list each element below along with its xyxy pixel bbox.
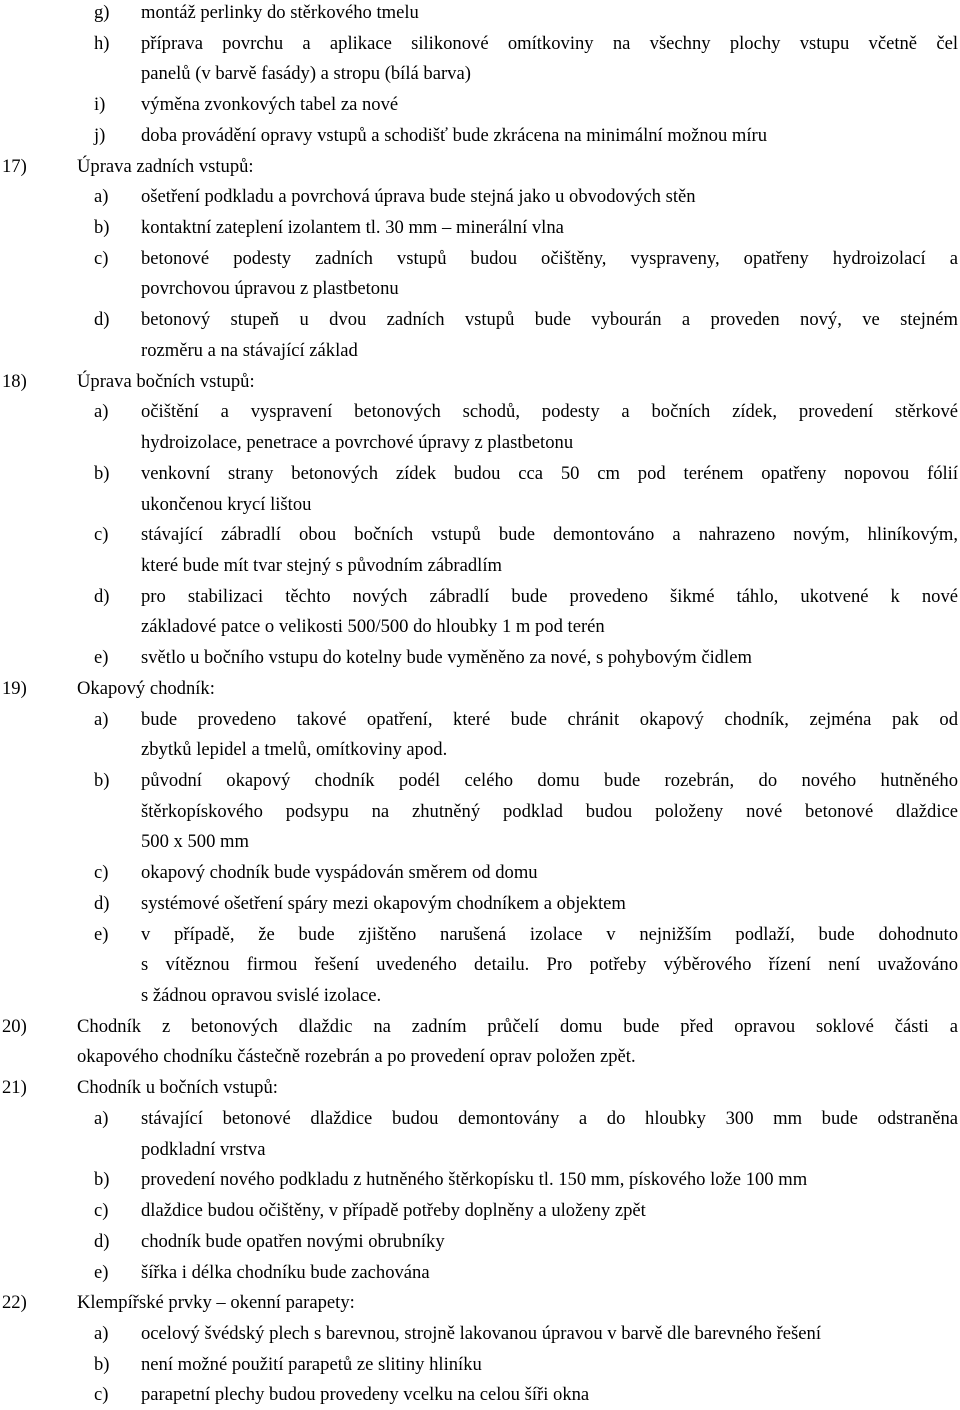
list-item-line bbox=[0, 1257, 960, 1288]
list-item-line bbox=[0, 888, 960, 919]
item-text: kontaktní zateplení izolantem tl. 30 mm – minerální vlna bbox=[141, 217, 564, 239]
list-item-line bbox=[0, 919, 960, 950]
item-text: příprava povrchu a aplikace silikonové omítkoviny na všechny plochy vstupu včetně čel bbox=[141, 32, 958, 54]
section-heading-line bbox=[0, 673, 960, 704]
section-number: 21) bbox=[2, 1077, 27, 1099]
section-text: Okapový chodník: bbox=[77, 677, 215, 699]
item-text: chodník bude opatřen novými obrubníky bbox=[141, 1230, 445, 1252]
item-letter: h) bbox=[94, 32, 110, 54]
item-text: šířka i délka chodníku bude zachována bbox=[141, 1261, 430, 1283]
item-letter: c) bbox=[94, 247, 109, 269]
item-letter: e) bbox=[94, 647, 109, 669]
section-heading-line bbox=[0, 1287, 960, 1318]
item-text: okapový chodník bude vyspádován směrem od domu bbox=[141, 862, 538, 884]
item-text: ukončenou krycí lištou bbox=[141, 493, 312, 515]
section-text: Chodník z betonových dlaždic na zadním průčelí domu bude před opravou soklové části a bbox=[77, 1015, 958, 1037]
item-text: systémové ošetření spáry mezi okapovým chodníkem a objektem bbox=[141, 892, 626, 914]
item-text: není možné použití parapetů ze slitiny hliníku bbox=[141, 1353, 482, 1375]
item-text: povrchovou úpravou z plastbetonu bbox=[141, 278, 399, 300]
list-item-line bbox=[0, 181, 960, 212]
item-text: dlaždice budou očištěny, v případě potřeby doplněny a uloženy zpět bbox=[141, 1200, 646, 1222]
list-item-line bbox=[0, 28, 960, 59]
item-text: betonové podesty zadních vstupů budou očištěny, vyspraveny, opatřeny hydroizolací a bbox=[141, 247, 958, 269]
list-item-line bbox=[0, 58, 960, 89]
item-letter: g) bbox=[94, 2, 110, 23]
list-item-line bbox=[0, 980, 960, 1011]
item-text: které bude mít tvar stejný s původním zábradlím bbox=[141, 554, 502, 576]
list-item-line bbox=[0, 335, 960, 366]
section-number: 18) bbox=[2, 370, 27, 392]
list-item-line bbox=[0, 581, 960, 612]
item-letter: c) bbox=[94, 862, 109, 884]
item-letter: c) bbox=[94, 524, 109, 546]
section-heading-line bbox=[0, 151, 960, 182]
item-letter: e) bbox=[94, 923, 109, 945]
item-text: rozměru a na stávající základ bbox=[141, 339, 358, 361]
list-item-line bbox=[0, 857, 960, 888]
section-text: okapového chodníku částečně rozebrán a po provedení oprav položen zpět. bbox=[77, 1046, 636, 1068]
list-item-line bbox=[0, 273, 960, 304]
section-text: Úprava bočních vstupů: bbox=[77, 370, 255, 392]
item-text: výměna zvonkových tabel za nové bbox=[141, 94, 399, 116]
list-item-line bbox=[0, 611, 960, 642]
item-text: venkovní strany betonových zídek budou cca 50 cm pod terénem opatřeny nopovou fólií bbox=[141, 462, 958, 484]
item-text: štěrkopískového podsypu na zhutněný podklad budou položeny nové betonové dlaždice bbox=[141, 800, 958, 822]
item-text: montáž perlinky do stěrkového tmelu bbox=[141, 2, 419, 23]
list-item-line bbox=[0, 1379, 960, 1410]
section-text: Úprava zadních vstupů: bbox=[77, 155, 254, 177]
item-text: očištění a vyspravení betonových schodů, podesty a bočních zídek, provedení stěrkové bbox=[141, 401, 958, 423]
item-letter: j) bbox=[94, 124, 106, 146]
item-letter: b) bbox=[94, 462, 110, 484]
list-item-line bbox=[0, 1164, 960, 1195]
item-text: s vítěznou firmou řešení uvedeného detailu. Pro potřeby výběrového řízení není uvažováno bbox=[141, 954, 958, 976]
section-heading-line bbox=[0, 366, 960, 397]
item-letter: b) bbox=[94, 1169, 110, 1191]
item-text: pro stabilizaci těchto nových zábradlí bude provedeno šikmé táhlo, ukotvené k nové bbox=[141, 585, 958, 607]
list-item-line bbox=[0, 396, 960, 427]
list-item-line bbox=[0, 519, 960, 550]
item-text: provedení nového podkladu z hutněného štěrkopísku tl. 150 mm, pískového lože 100 mm bbox=[141, 1169, 808, 1191]
item-text: ošetření podkladu a povrchová úprava bude stejná jako u obvodových stěn bbox=[141, 186, 696, 208]
item-text: bude provedeno takové opatření, které bude chránit okapový chodník, zejména pak od bbox=[141, 708, 958, 730]
section-number: 22) bbox=[2, 1292, 27, 1314]
item-text: zbytků lepidel a tmelů, omítkoviny apod. bbox=[141, 739, 448, 761]
item-letter: e) bbox=[94, 1261, 109, 1283]
item-text: světlo u bočního vstupu do kotelny bude vyměněno za nové, s pohybovým čidlem bbox=[141, 647, 752, 669]
list-item-line bbox=[0, 949, 960, 980]
item-text: panelů (v barvě fasády) a stropu (bílá barva) bbox=[141, 63, 471, 85]
item-text: základové patce o velikosti 500/500 do hloubky 1 m pod terén bbox=[141, 616, 605, 638]
item-text: betonový stupeň u dvou zadních vstupů bude vybourán a proveden nový, ve stejném bbox=[141, 309, 958, 331]
item-letter: a) bbox=[94, 1107, 109, 1129]
item-letter: d) bbox=[94, 309, 110, 331]
list-item-line bbox=[0, 796, 960, 827]
list-item-line bbox=[0, 734, 960, 765]
list-item-line bbox=[0, 120, 960, 151]
item-text: doba provádění opravy vstupů a schodišť bude zkrácena na minimální možnou míru bbox=[141, 124, 768, 146]
section-number: 17) bbox=[2, 155, 27, 177]
item-letter: a) bbox=[94, 1322, 109, 1344]
list-item-line bbox=[0, 1103, 960, 1134]
list-item-line bbox=[0, 427, 960, 458]
section-number: 19) bbox=[2, 677, 27, 699]
item-text: podkladní vrstva bbox=[141, 1138, 266, 1160]
section-heading-line bbox=[0, 1041, 960, 1072]
list-item-line bbox=[0, 550, 960, 581]
section-text: Chodník u bočních vstupů: bbox=[77, 1077, 278, 1099]
section-number: 20) bbox=[2, 1015, 27, 1037]
item-text: stávající betonové dlaždice budou demontovány a do hloubky 300 mm bude odstraněna bbox=[141, 1107, 958, 1129]
list-item-line bbox=[0, 1318, 960, 1349]
item-letter: i) bbox=[94, 94, 106, 116]
item-text: v případě, že bude zjištěno narušená izolace v nejnižším podlaží, bude dohodnuto bbox=[141, 923, 958, 945]
item-letter: d) bbox=[94, 1230, 110, 1252]
item-letter: c) bbox=[94, 1200, 109, 1222]
list-item-line bbox=[0, 826, 960, 857]
section-heading-line bbox=[0, 1072, 960, 1103]
item-letter: a) bbox=[94, 708, 109, 730]
item-letter: b) bbox=[94, 1353, 110, 1375]
list-item-line bbox=[0, 489, 960, 520]
item-text: parapetní plechy budou provedeny vcelku na celou šíři okna bbox=[141, 1384, 590, 1406]
item-text: 500 x 500 mm bbox=[141, 831, 249, 853]
list-item-line bbox=[0, 458, 960, 489]
item-letter: d) bbox=[94, 585, 110, 607]
item-text: ocelový švédský plech s barevnou, strojně lakovanou úpravou v barvě dle barevného řešení bbox=[141, 1322, 822, 1344]
item-text: původní okapový chodník podél celého domu bude rozebrán, do nového hutněného bbox=[141, 770, 958, 791]
item-letter: b) bbox=[94, 217, 110, 239]
list-item-line bbox=[0, 765, 960, 796]
item-letter: a) bbox=[94, 186, 109, 208]
list-item-line bbox=[0, 1134, 960, 1165]
item-text: s žádnou opravou svislé izolace. bbox=[141, 985, 382, 1007]
item-letter: a) bbox=[94, 401, 109, 423]
item-letter: d) bbox=[94, 892, 110, 914]
item-text: hydroizolace, penetrace a povrchové úpravy z plastbetonu bbox=[141, 432, 574, 454]
list-item-line bbox=[0, 0, 960, 28]
list-item-line bbox=[0, 304, 960, 335]
list-item-line bbox=[0, 642, 960, 673]
list-item-line bbox=[0, 212, 960, 243]
list-item-line bbox=[0, 1195, 960, 1226]
list-item-line bbox=[0, 89, 960, 120]
list-item-line bbox=[0, 704, 960, 735]
section-heading-line bbox=[0, 1011, 960, 1042]
section-text: Klempířské prvky – okenní parapety: bbox=[77, 1292, 355, 1314]
list-item-line bbox=[0, 1226, 960, 1257]
list-item-line bbox=[0, 1349, 960, 1380]
item-letter: b) bbox=[94, 770, 110, 791]
list-item-line bbox=[0, 243, 960, 274]
item-letter: c) bbox=[94, 1384, 109, 1406]
item-text: stávající zábradlí obou bočních vstupů bude demontováno a nahrazeno novým, hliníkovým, bbox=[141, 524, 958, 546]
